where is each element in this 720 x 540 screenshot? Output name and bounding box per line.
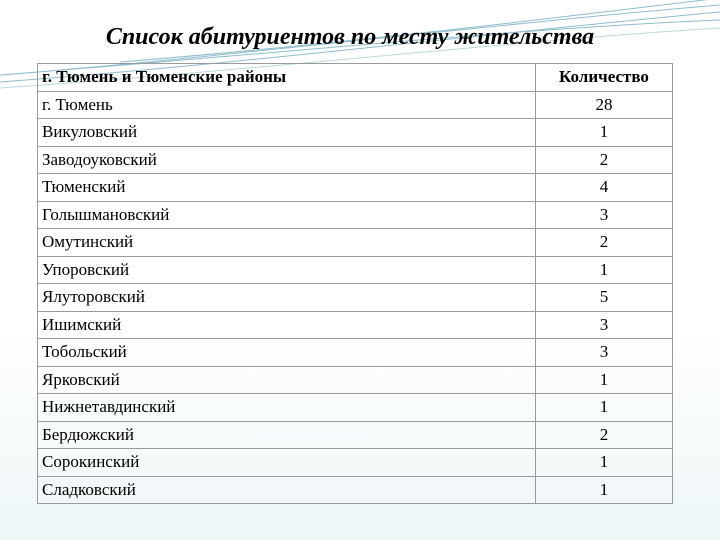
district-column-header: г. Тюмень и Тюменские районы: [38, 64, 536, 92]
count-cell: 1: [536, 256, 673, 284]
applicants-table: [37, 63, 673, 504]
count-cell: 3: [536, 201, 673, 229]
district-cell: Ишимский: [38, 311, 536, 339]
district-cell: Тобольский: [38, 339, 536, 367]
count-cell: 1: [536, 476, 673, 504]
count-cell: 3: [536, 311, 673, 339]
table-body: [38, 91, 673, 504]
district-cell: Омутинский: [38, 229, 536, 257]
table-row: [38, 256, 673, 284]
count-column-header: Количество: [536, 64, 673, 92]
district-cell: Сладковский: [38, 476, 536, 504]
table-row: [38, 284, 673, 312]
district-cell: Ярковский: [38, 366, 536, 394]
table-row: [38, 311, 673, 339]
table-header-row: [38, 64, 673, 92]
district-cell: Заводоуковский: [38, 146, 536, 174]
district-cell: Голышмановский: [38, 201, 536, 229]
count-cell: 2: [536, 421, 673, 449]
table-row: [38, 476, 673, 504]
district-cell: Ялуторовский: [38, 284, 536, 312]
table-row: [38, 146, 673, 174]
count-cell: 1: [536, 394, 673, 422]
district-cell: г. Тюмень: [38, 91, 536, 119]
table-row: [38, 229, 673, 257]
district-cell: Нижнетавдинский: [38, 394, 536, 422]
table-row: [38, 174, 673, 202]
count-cell: 2: [536, 229, 673, 257]
page-title: Список абитуриентов по месту жительства: [105, 24, 595, 50]
table-row: [38, 339, 673, 367]
district-cell: Упоровский: [38, 256, 536, 284]
table-row: [38, 449, 673, 477]
count-cell: 5: [536, 284, 673, 312]
count-cell: 1: [536, 119, 673, 147]
count-cell: 4: [536, 174, 673, 202]
district-cell: Тюменский: [38, 174, 536, 202]
count-cell: 1: [536, 449, 673, 477]
district-cell: Бердюжский: [38, 421, 536, 449]
table-row: [38, 91, 673, 119]
district-cell: Сорокинский: [38, 449, 536, 477]
count-cell: 28: [536, 91, 673, 119]
district-cell: Викуловский: [38, 119, 536, 147]
table-row: [38, 394, 673, 422]
table-row: [38, 201, 673, 229]
count-cell: 2: [536, 146, 673, 174]
table-row: [38, 119, 673, 147]
table-row: [38, 421, 673, 449]
count-cell: 1: [536, 366, 673, 394]
count-cell: 3: [536, 339, 673, 367]
table-row: [38, 366, 673, 394]
